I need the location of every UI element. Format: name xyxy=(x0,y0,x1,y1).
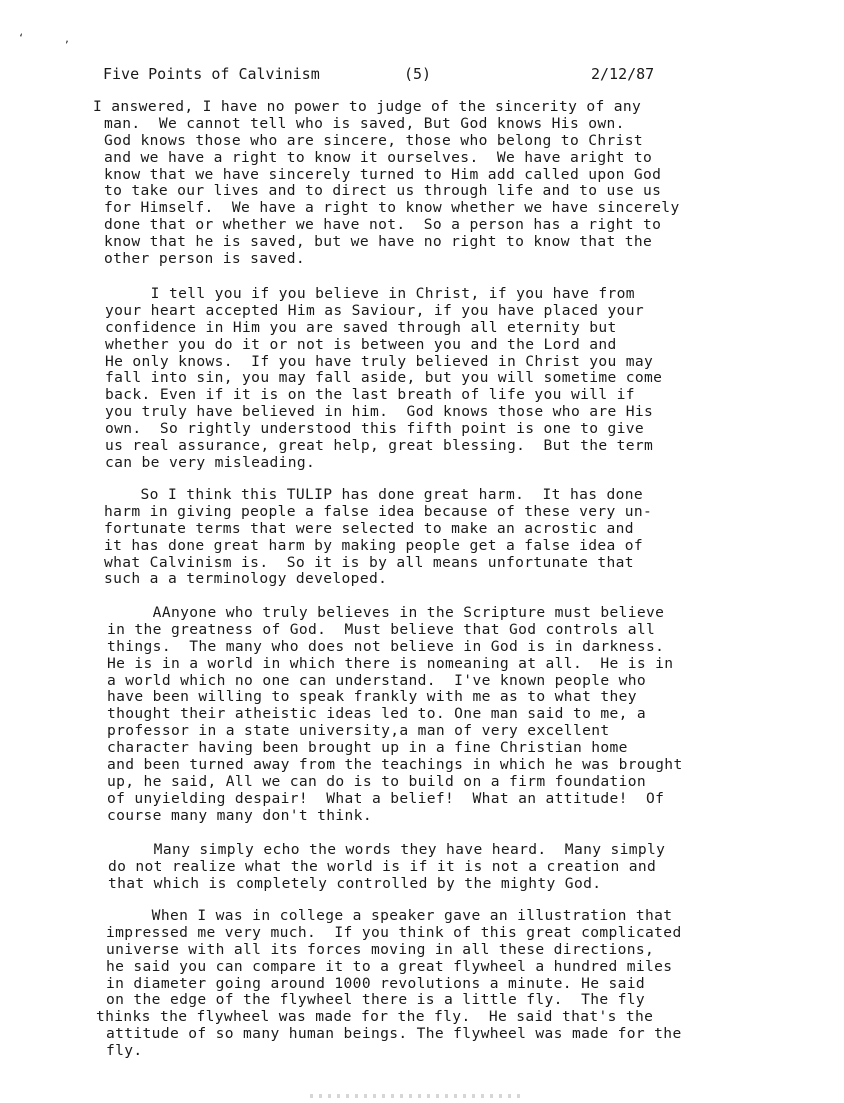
text-line: for Himself. We have a right to know whether we have sincerely xyxy=(104,199,680,217)
text-line: confidence in Him you are saved through all eternity but xyxy=(105,318,617,336)
text-line: fly. xyxy=(106,1042,143,1060)
text-line: to take our lives and to direct us through life and to use us xyxy=(104,182,662,200)
text-line: that which is completely controlled by the mighty God. xyxy=(108,874,602,892)
page-number: (5) xyxy=(404,65,432,83)
text-line: you truly have believed in him. God knows those who are His xyxy=(105,403,654,421)
text-line: attitude of so many human beings. The flywheel was made for the xyxy=(106,1025,682,1043)
text-line: what Calvinism is. So it is by all means unfortunate that xyxy=(104,553,634,571)
text-line: When I was in college a speaker gave an illustration that xyxy=(106,907,673,924)
paragraph-6 xyxy=(96,907,844,1060)
text-line: and been turned away from the teachings in which he was brought xyxy=(107,756,683,774)
text-line: know that he is saved, but we have no right to know that the xyxy=(104,233,653,251)
text-line: harm in giving people a false idea because of these very un- xyxy=(104,502,653,520)
text-line: whether you do it or not is between you and the Lord and xyxy=(105,335,617,353)
paragraph-5 xyxy=(108,842,844,893)
document-title: Five Points of Calvinism xyxy=(103,65,320,83)
text-line: professor in a state university,a man of very excellent xyxy=(107,722,610,740)
text-line: up, he said, All we can do is to build on a firm foundation xyxy=(107,772,647,790)
text-line: impressed me very much. If you think of this great complicated xyxy=(106,923,682,941)
text-line: of unyielding despair! What a belief! What an attitude! Of xyxy=(107,789,665,807)
text-line: fortunate terms that were selected to make an acrostic and xyxy=(104,519,634,537)
text-line: and we have a right to know it ourselves. We have aright to xyxy=(104,148,653,166)
text-line: fall into sin, you may fall aside, but you will sometime come xyxy=(105,369,663,387)
text-line: on the edge of the flywheel there is a little fly. The fly xyxy=(106,991,646,1009)
text-line: universe with all its forces moving in all these directions, xyxy=(106,940,655,958)
text-line: have been willing to speak frankly with me as to what they xyxy=(107,688,637,706)
text-line: own. So rightly understood this fifth point is one to give xyxy=(105,420,645,438)
text-line: thinks the flywheel was made for the fly. He said that's the xyxy=(96,1008,654,1026)
text-line: Many simply echo the words they have heard. Many simply xyxy=(108,841,666,858)
text-line: us real assurance, great help, great blessing. But the term xyxy=(105,437,654,455)
text-line: other person is saved. xyxy=(104,250,305,268)
text-line: can be very misleading. xyxy=(105,453,316,471)
text-line: back. Even if it is on the last breath of life you will if xyxy=(105,386,635,404)
text-line: such a a terminology developed. xyxy=(104,570,388,588)
text-line: God knows those who are sincere, those who belong to Christ xyxy=(104,131,644,149)
text-line: course many many don't think. xyxy=(107,806,372,824)
text-line: it has done great harm by making people get a false idea of xyxy=(104,536,644,554)
text-line: He only knows. If you have truly believed in Christ you may xyxy=(105,352,654,370)
document-date: 2/12/87 xyxy=(591,65,655,83)
text-line: man. We cannot tell who is saved, But God knows His own. xyxy=(104,114,625,132)
text-line: know that we have sincerely turned to Him add called upon God xyxy=(104,165,662,183)
scan-speck: ‘ xyxy=(18,33,25,44)
text-line: done that or whether we have not. So a person has a right to xyxy=(104,216,662,234)
text-line: AAnyone who truly believes in the Scripture must believe xyxy=(107,604,665,621)
paragraph-3 xyxy=(104,487,844,588)
page-header xyxy=(103,64,703,84)
paragraph-4 xyxy=(107,605,844,825)
text-line: So I think this TULIP has done great harm. It has done xyxy=(104,486,644,503)
scan-smudge xyxy=(310,1094,520,1098)
text-line: He is in a world in which there is nomeaning at all. He is in xyxy=(107,654,674,672)
text-line: he said you can compare it to a great flywheel a hundred miles xyxy=(106,957,673,975)
scan-speck: , xyxy=(64,34,71,45)
text-line: your heart accepted Him as Saviour, if you have placed your xyxy=(105,301,645,319)
paragraph-1 xyxy=(93,99,844,268)
text-line: in the greatness of God. Must believe that God controls all xyxy=(107,620,656,638)
text-line: character having been brought up in a fine Christian home xyxy=(107,739,628,757)
text-line: thought their atheistic ideas led to. One man said to me, a xyxy=(107,705,647,723)
text-line: in diameter going around 1000 revolutions a minute. He said xyxy=(106,974,646,992)
text-line: a world which no one can understand. I've known people who xyxy=(107,671,647,689)
text-line: I tell you if you believe in Christ, if you have from xyxy=(105,285,635,302)
text-line: things. The many who does not believe in God is in darkness. xyxy=(107,637,665,655)
paragraph-2 xyxy=(105,286,844,472)
text-line: I answered, I have no power to judge of the sincerity of any xyxy=(93,98,642,115)
text-line: do not realize what the world is if it is not a creation and xyxy=(108,857,657,875)
